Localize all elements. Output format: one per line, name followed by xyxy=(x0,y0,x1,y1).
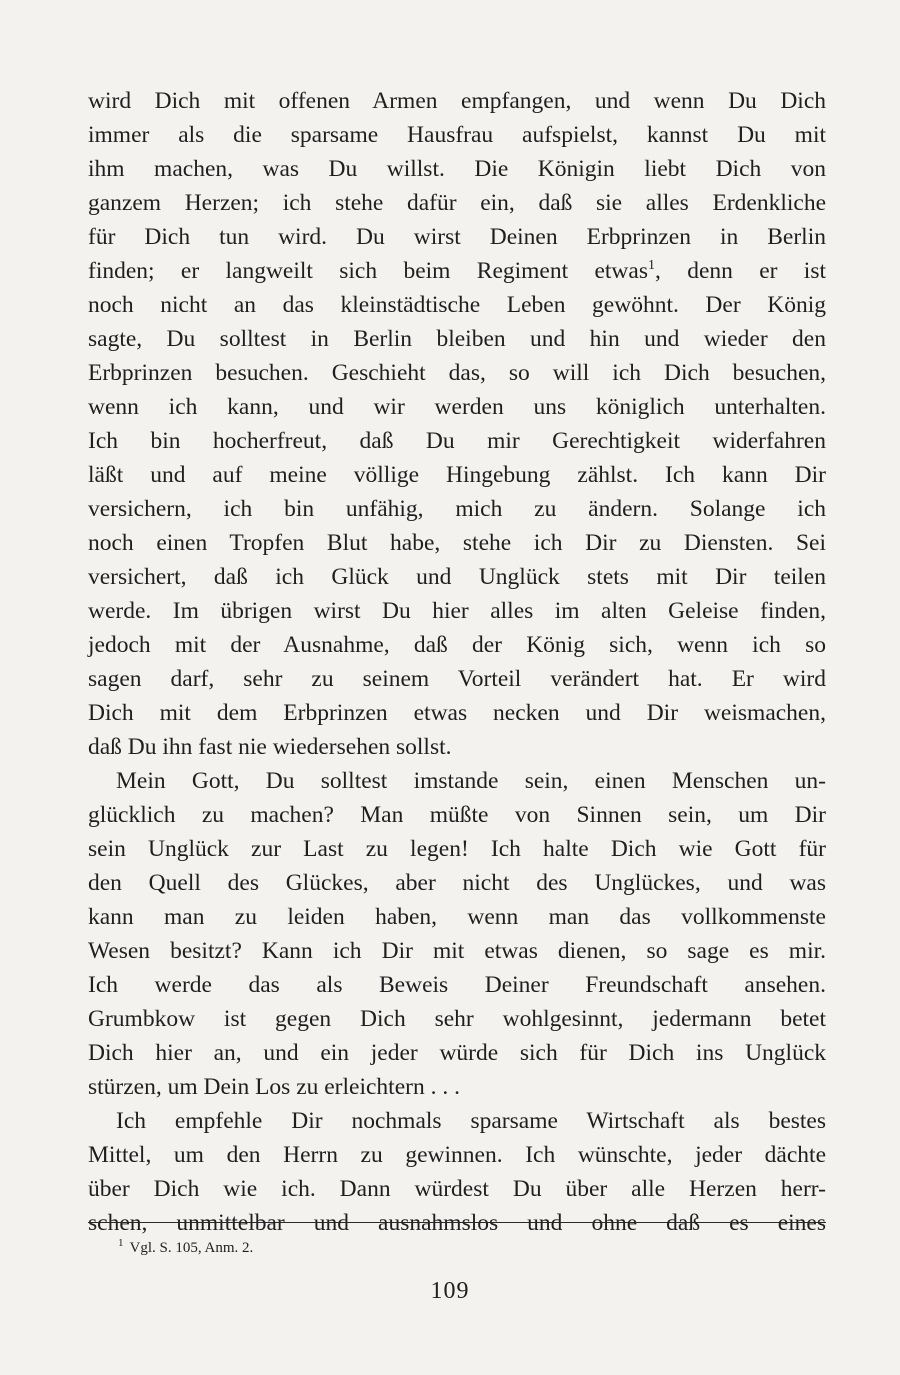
text-line: sagte, Du solltest in Berlin bleiben und hin und wieder den xyxy=(88,326,826,352)
text-line: sagen darf, sehr zu seinem Vorteil verändert hat. Er wird xyxy=(88,666,826,692)
text-line: versichern, ich bin unfähig, mich zu ändern. Solange ich xyxy=(88,496,826,522)
text-line: ihm machen, was Du willst. Die Königin liebt Dich von xyxy=(88,156,826,182)
text-line: Erbprinzen besuchen. Geschieht das, so will ich Dich besuchen, xyxy=(88,360,826,386)
text-line: noch nicht an das kleinstädtische Leben gewöhnt. Der König xyxy=(88,292,826,318)
text-line: wenn ich kann, und wir werden uns königlich unterhalten. xyxy=(88,394,826,420)
text-line: kann man zu leiden haben, wenn man das vollkommenste xyxy=(88,904,826,930)
text-line: Wesen besitzt? Kann ich Dir mit etwas dienen, so sage es mir. xyxy=(88,938,826,964)
text-line: werde. Im übrigen wirst Du hier alles im alten Geleise finden, xyxy=(88,598,826,624)
text-line: läßt und auf meine völlige Hingebung zählst. Ich kann Dir xyxy=(88,462,826,488)
text-line: Mittel, um den Herrn zu gewinnen. Ich wünschte, jeder dächte xyxy=(88,1142,826,1168)
footnote-divider xyxy=(88,1222,826,1223)
footnote-text: Vgl. S. 105, Anm. 2. xyxy=(129,1240,254,1256)
page-number: 109 xyxy=(430,1278,470,1304)
text-line: Ich bin hocherfreut, daß Du mir Gerechtigkeit widerfahren xyxy=(88,428,826,454)
text-line: Grumbkow ist gegen Dich sehr wohlgesinnt, jedermann betet xyxy=(88,1006,826,1032)
footnote xyxy=(118,1232,253,1259)
text-line: stürzen, um Dein Los zu erleichtern . . . xyxy=(88,1074,460,1100)
body-text xyxy=(88,84,826,1240)
text-line: schen, unmittelbar und ausnahmslos und ohne daß es eines xyxy=(88,1210,826,1236)
text-line: noch einen Tropfen Blut habe, stehe ich Dir zu Diensten. Sei xyxy=(88,530,826,556)
footnote-marker: 1 xyxy=(118,1237,124,1249)
text-line: jedoch mit der Ausnahme, daß der König sich, wenn ich so xyxy=(88,632,826,658)
text-line: ganzem Herzen; ich stehe dafür ein, daß sie alles Erdenkliche xyxy=(88,190,826,216)
text-line: wird Dich mit offenen Armen empfangen, und wenn Du Dich xyxy=(88,88,826,114)
paragraph-first-line: Mein Gott, Du solltest imstande sein, einen Menschen un- xyxy=(116,768,826,794)
text-line: den Quell des Glückes, aber nicht des Unglückes, und was xyxy=(88,870,826,896)
text-line: versichert, daß ich Glück und Unglück stets mit Dir teilen xyxy=(88,564,826,590)
text-line: sein Unglück zur Last zu legen! Ich halte Dich wie Gott für xyxy=(88,836,826,862)
text-segment: finden; er langweilt sich beim Regiment etwas xyxy=(88,258,648,284)
text-line-with-footnote-ref xyxy=(88,254,826,288)
text-line: über Dich wie ich. Dann würdest Du über alle Herzen herr- xyxy=(88,1176,826,1202)
text-line: Dich hier an, und ein jeder würde sich für Dich ins Unglück xyxy=(88,1040,826,1066)
footnote-reference: 1 xyxy=(647,258,655,274)
text-line: Ich werde das als Beweis Deiner Freundschaft ansehen. xyxy=(88,972,826,998)
text-segment: , denn er ist xyxy=(654,258,826,284)
paragraph-first-line: Ich empfehle Dir nochmals sparsame Wirtschaft als bestes xyxy=(116,1108,826,1134)
text-line: daß Du ihn fast nie wiedersehen sollst. xyxy=(88,734,452,760)
text-line: immer als die sparsame Hausfrau aufspielst, kannst Du mit xyxy=(88,122,826,148)
text-line: Dich mit dem Erbprinzen etwas necken und Dir weismachen, xyxy=(88,700,826,726)
text-line: glücklich zu machen? Man müßte von Sinnen sein, um Dir xyxy=(88,802,826,828)
text-line: für Dich tun wird. Du wirst Deinen Erbprinzen in Berlin xyxy=(88,224,826,250)
